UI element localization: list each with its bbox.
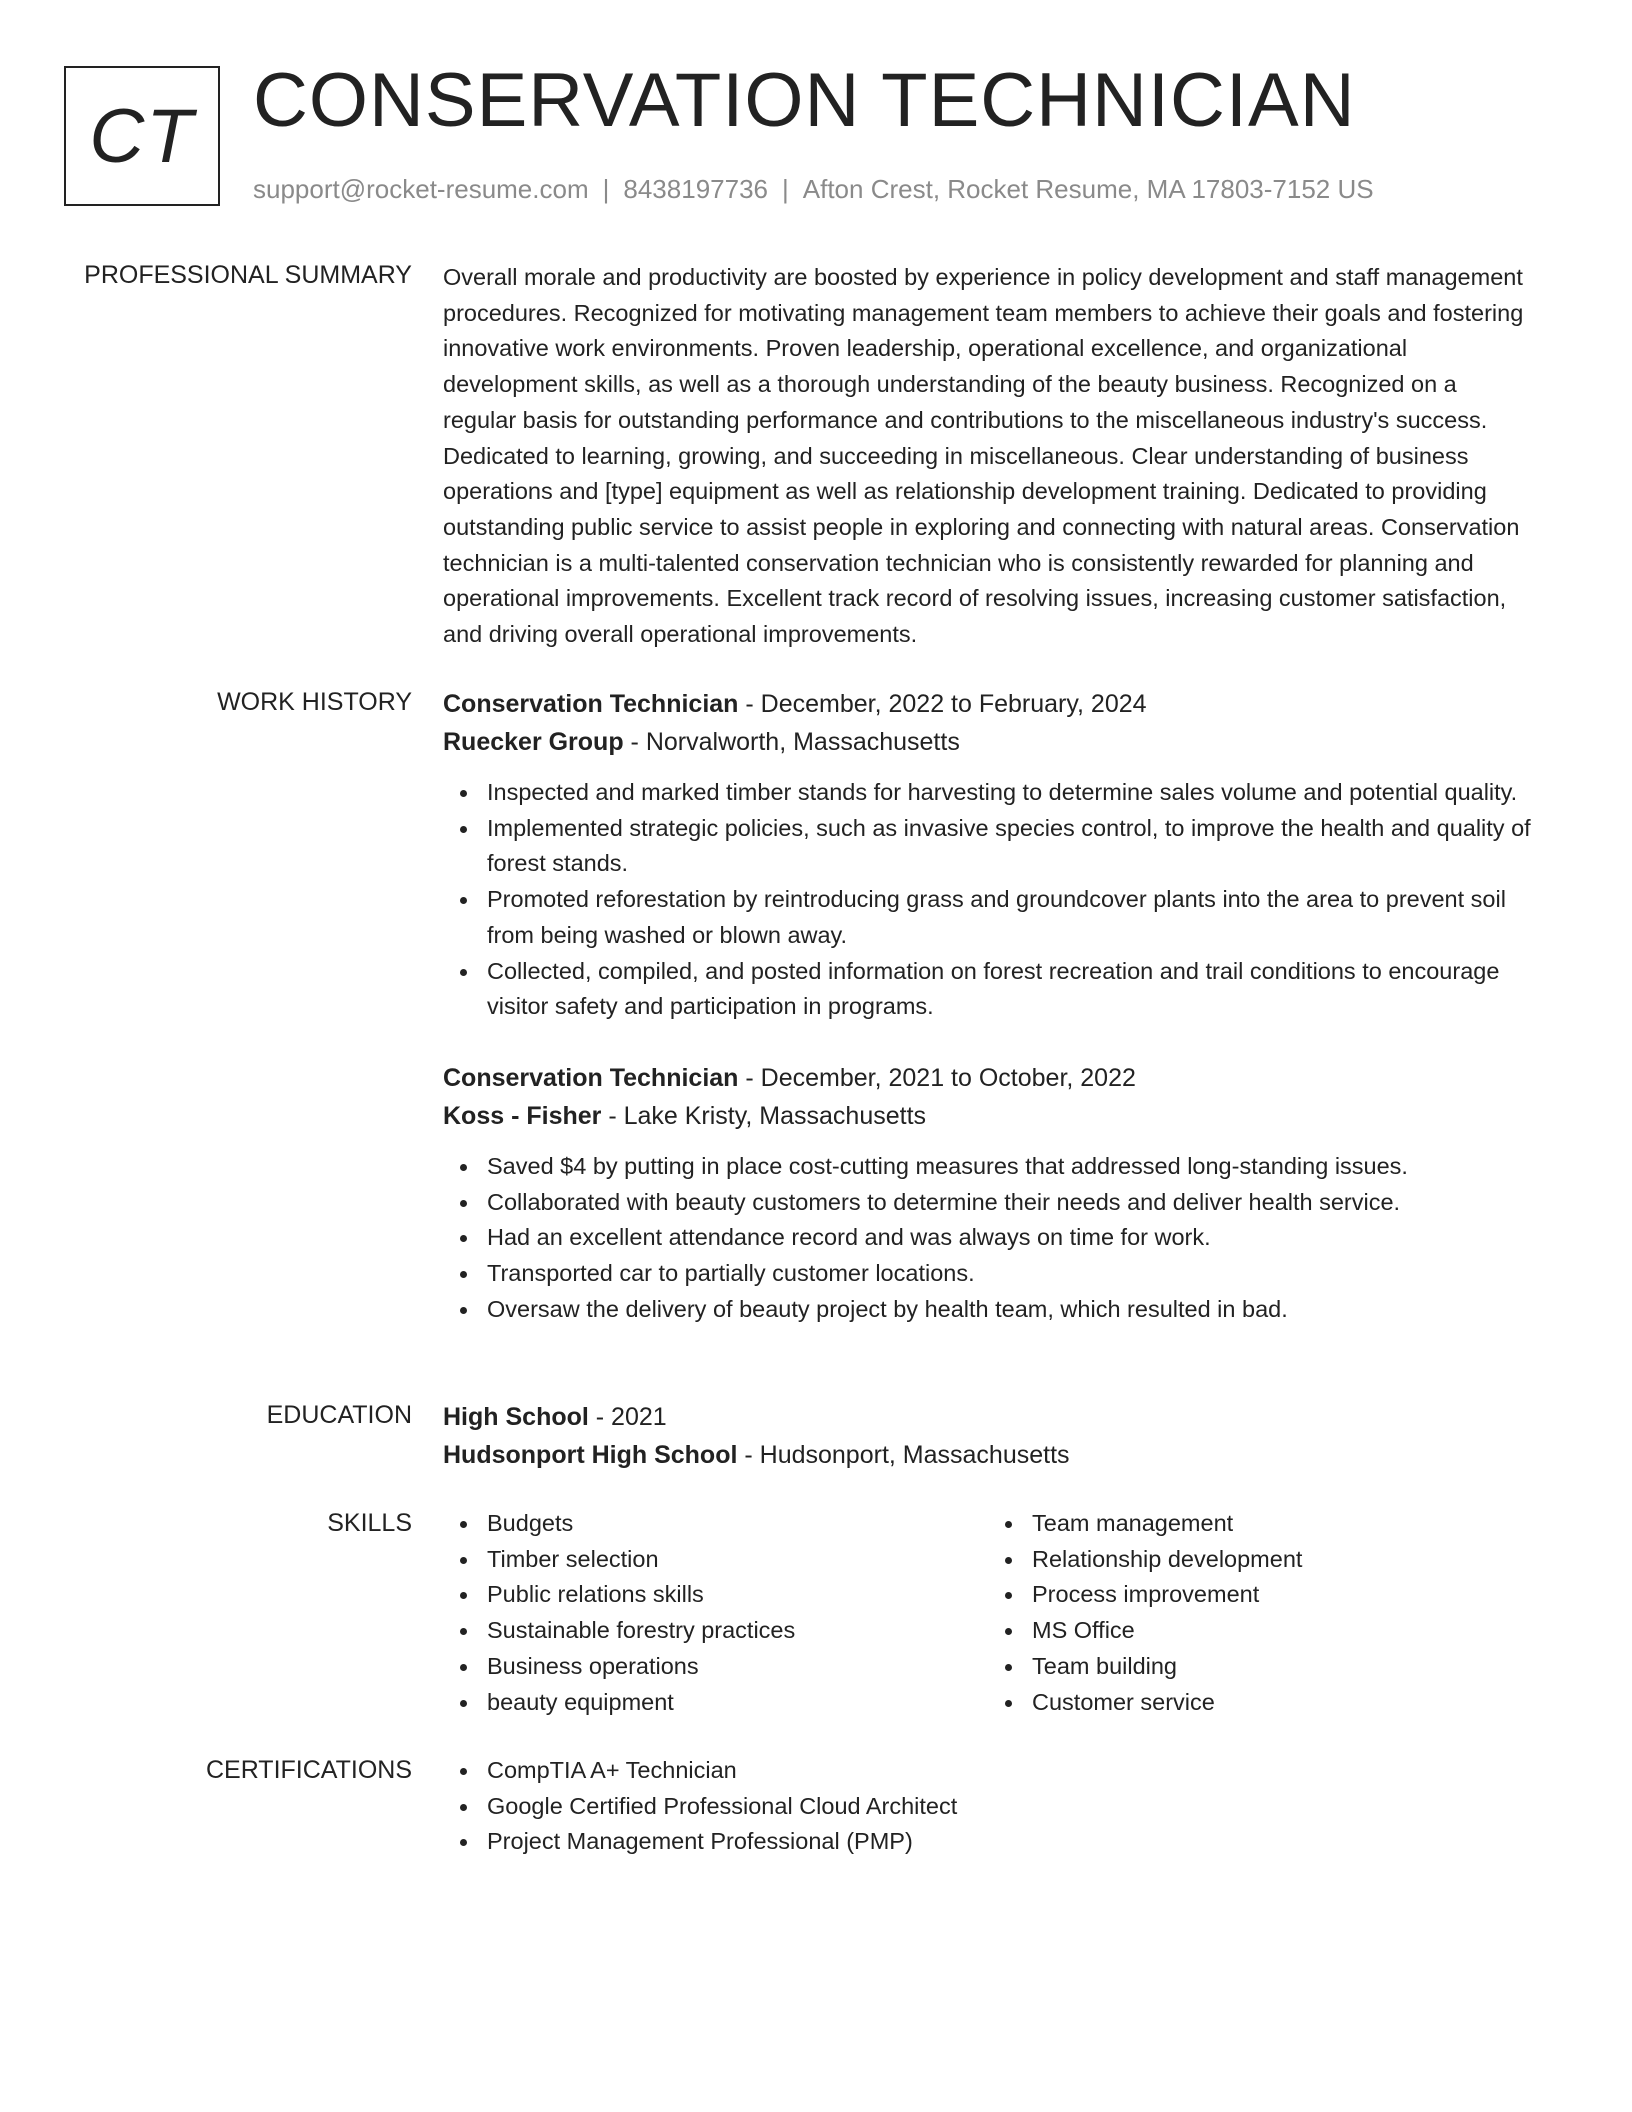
summary-content (443, 260, 1533, 653)
job-company-line (443, 723, 1533, 761)
job-bullet: Saved $4 by putting in place cost-cutting measures that addressed long-standing issues. (443, 1149, 1533, 1185)
certification-item: Project Management Professional (PMP) (443, 1824, 1533, 1860)
skill-item: Customer service (988, 1685, 1533, 1721)
skills-content (443, 1506, 1533, 1720)
work-history-content (443, 685, 1533, 1327)
contact-line (253, 172, 1374, 206)
job-bullet: Promoted reforestation by reintroducing grass and groundcover plants into the area to prevent soil from being washed or blown away. (443, 882, 1533, 953)
certifications-label: CERTIFICATIONS (205, 1756, 412, 1784)
job-title-line (443, 685, 1533, 723)
job-title-line (443, 1059, 1533, 1097)
certifications-list (443, 1753, 1533, 1860)
job-bullet: Inspected and marked timber stands for harvesting to determine sales volume and potential quality. (443, 775, 1533, 811)
job-location: - Lake Kristy, Massachusetts (601, 1101, 927, 1130)
job-bullet: Collected, compiled, and posted information on forest recreation and trail conditions to encourage visitor safety and participation in programs. (443, 954, 1533, 1025)
skills-label: SKILLS (327, 1509, 412, 1537)
education-school: Hudsonport High School (443, 1441, 738, 1469)
job-entry (443, 1059, 1533, 1328)
skill-item: Relationship development (988, 1542, 1533, 1578)
skill-item: Budgets (443, 1506, 988, 1542)
summary-label: PROFESSIONAL SUMMARY (84, 261, 412, 289)
job-bullet: Implemented strategic policies, such as invasive species control, to improve the health and quality of forest stands. (443, 811, 1533, 882)
certifications-content (443, 1753, 1533, 1860)
job-company: Koss - Fisher (443, 1101, 602, 1130)
skill-item: Process improvement (988, 1577, 1533, 1613)
monogram-badge (64, 66, 220, 206)
education-content (443, 1398, 1533, 1474)
job-location: - Norvalworth, Massachusetts (623, 728, 960, 756)
work-history-label: WORK HISTORY (217, 688, 412, 716)
job-bullets (443, 1149, 1533, 1328)
job-bullet: Had an excellent attendance record and was always on time for work. (443, 1220, 1533, 1256)
job-dates: - December, 2021 to October, 2022 (738, 1063, 1136, 1092)
job-dates: - December, 2022 to February, 2024 (738, 690, 1147, 718)
skills-column-left (443, 1506, 988, 1720)
skills-column-right (988, 1506, 1533, 1720)
contact-email[interactable]: support@rocket-resume.com (253, 174, 589, 204)
skill-item: Team management (988, 1506, 1533, 1542)
skill-item: Team building (988, 1649, 1533, 1685)
education-label: EDUCATION (266, 1401, 412, 1429)
skills-columns (443, 1506, 1533, 1720)
skill-item: Sustainable forestry practices (443, 1613, 988, 1649)
job-company: Ruecker Group (443, 728, 624, 756)
page-title: CONSERVATION TECHNICIAN (253, 58, 1356, 143)
certification-item: CompTIA A+ Technician (443, 1753, 1533, 1789)
education-school-line (443, 1436, 1533, 1474)
summary-text: Overall morale and productivity are boosted by experience in policy development and staff management procedures. Recognized for motivating management team members to achieve their goals and fostering innovative work environments. Proven leadership, operational excellence, and organizational development skills, as well as a thorough understanding of the beauty business. Recognized on a regular basis for outstanding performance and contributions to the miscellaneous industry's success. Dedicated to learning, growing, and succeeding in miscellaneous. Clear understanding of business operations and [type] equipment as well as relationship development training. Dedicated to providing outstanding public service to assist people in exploring and connecting with natural areas. Conservation technician is a multi-talented conservation technician who is consistently rewarded for planning and operational improvements. Excellent track record of resolving issues, increasing customer satisfaction, and driving overall operational improvements. (443, 264, 1524, 648)
certification-item: Google Certified Professional Cloud Architect (443, 1789, 1533, 1825)
job-title: Conservation Technician (443, 690, 739, 718)
skill-item: Timber selection (443, 1542, 988, 1578)
skill-item: beauty equipment (443, 1685, 988, 1721)
job-bullets (443, 775, 1533, 1025)
contact-address: Afton Crest, Rocket Resume, MA 17803-7152 US (802, 174, 1374, 204)
job-bullet: Transported car to partially customer locations. (443, 1256, 1533, 1292)
skill-item: MS Office (988, 1613, 1533, 1649)
job-title: Conservation Technician (443, 1063, 739, 1092)
job-company-line (443, 1097, 1533, 1135)
contact-separator: | (782, 174, 789, 204)
education-location: - Hudsonport, Massachusetts (737, 1441, 1070, 1469)
education-year: - 2021 (588, 1403, 667, 1431)
contact-phone[interactable]: 8438197736 (623, 174, 768, 204)
job-bullet: Collaborated with beauty customers to determine their needs and deliver health service. (443, 1185, 1533, 1221)
skill-item: Public relations skills (443, 1577, 988, 1613)
monogram-text: CT (89, 93, 195, 179)
contact-separator: | (602, 174, 610, 204)
job-bullet: Oversaw the delivery of beauty project by health team, which resulted in bad. (443, 1292, 1533, 1328)
education-degree-line (443, 1398, 1533, 1436)
skill-item: Business operations (443, 1649, 988, 1685)
job-entry (443, 685, 1533, 1025)
education-degree: High School (443, 1403, 589, 1431)
